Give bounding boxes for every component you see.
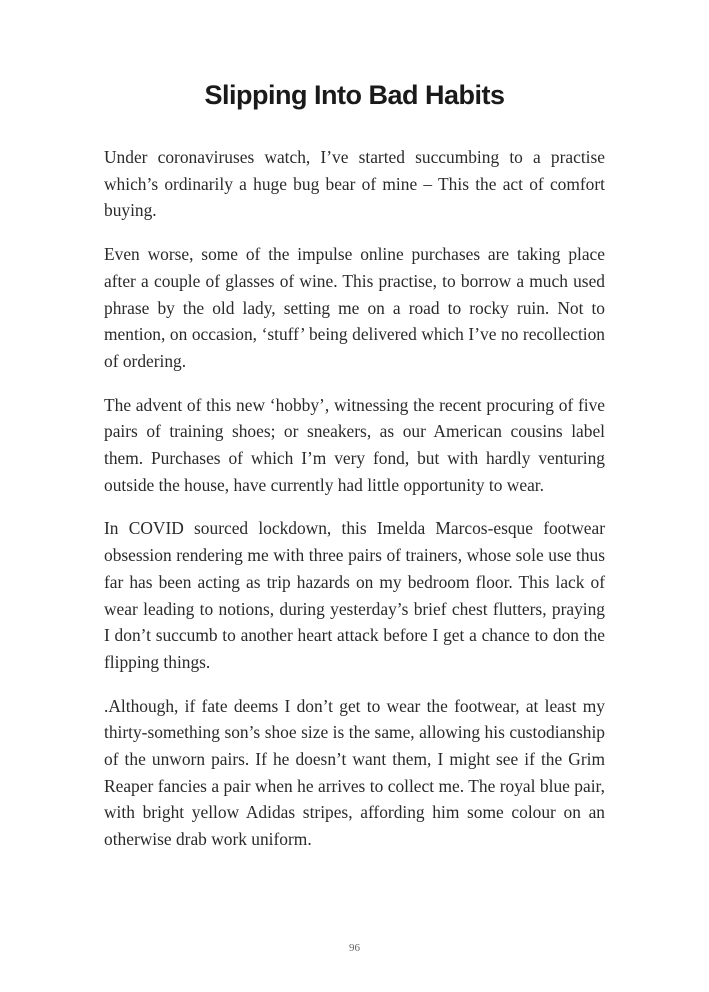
- body-text: [104, 144, 605, 870]
- paragraph-3: The advent of this new ‘hobby’, witnessing the recent procuring of five pairs of training shoes; or sneakers, as our American cousins label them. Purchases of which I’m very fond, but with hardly venturing outside the house, have currently had little opportunity to wear.: [104, 394, 605, 495]
- page-number: 96: [349, 942, 360, 954]
- paragraph-5: .Although, if fate deems I don’t get to wear the footwear, at least my thirty-something son’s shoe size is the same, allowing his custodianship of the unworn pairs. If he doesn’t want them, I might see if the Grim Reaper fancies a pair when he arrives to collect me. The royal blue pair, with bright yellow Adidas stripes, affording him some colour on an otherwise drab work uniform.: [104, 695, 605, 850]
- paragraph-2: Even worse, some of the impulse online purchases are taking place after a couple of glasses of wine. This practise, to borrow a much used phrase by the old lady, setting me on a road to rocky ruin. Not to mention, on occasion, ‘stuff’ being delivered which I’ve no recollection of ordering.: [104, 244, 605, 371]
- page-title: Slipping Into Bad Habits: [204, 80, 505, 110]
- paragraph-1: Under coronaviruses watch, I’ve started succumbing to a practise which’s ordinarily a huge bug bear of mine – This the act of comfort buying.: [104, 147, 605, 221]
- paragraph-4: In COVID sourced lockdown, this Imelda Marcos-esque footwear obsession rendering me with three pairs of trainers, whose sole use thus far has been acting as trip hazards on my bedroom floor. This lack of wear leading to notions, during yesterday’s brief chest flutters, praying I don’t succumb to another heart attack before I get a chance to don the flipping things.: [104, 518, 605, 672]
